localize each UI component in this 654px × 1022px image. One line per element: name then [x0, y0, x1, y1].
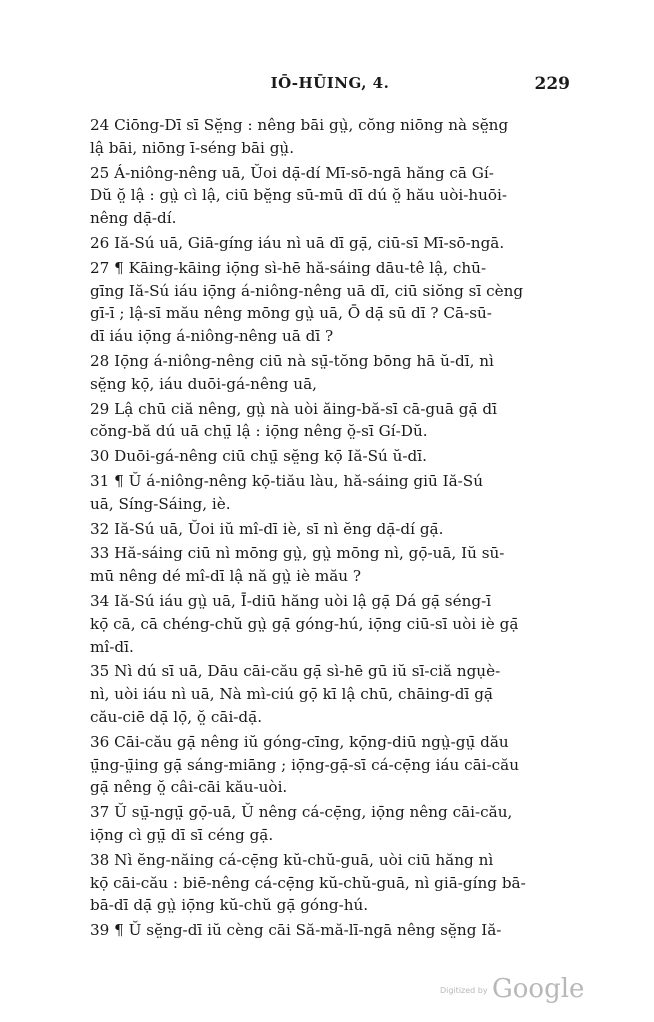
verse-paragraph	[90, 398, 562, 444]
verse-line: 38 Nì ĕng-năing cá-cẹ̄ng kŭ-chŭ-guā, uòi ciū hăng nì	[90, 850, 494, 869]
google-logo: Google	[492, 974, 585, 1004]
verse-line: 39 ¶ Ŭ sĕ̤ng-dī iŭ cèng cāi Să-mă-lī-ngā nêng sĕ̤ng Iă-	[90, 921, 502, 940]
verse-line: cău-ciē dạ̄ lọ̄, ŏ̤ cāi-dạ̄.	[90, 707, 263, 726]
verse-line: 27 ¶ Kāing-kāing iọ̄ng sì-hē hă-sáing dāu-tê lậ, chū-	[90, 258, 487, 277]
verse-paragraph	[90, 590, 562, 658]
verse-paragraph	[90, 518, 562, 541]
verse-paragraph	[90, 350, 562, 396]
verse-line: 28 Iọ̄ng á-niông-nêng ciū nà sṳ̄-tŏng bōng hā ŭ-dī, nì	[90, 351, 494, 370]
digitized-by-label: Digitized by	[440, 986, 488, 995]
verse-line: gạ̄ nêng ŏ̤ câi-cāi kău-uòi.	[90, 778, 288, 797]
verse-line: mū nêng dé mî-dī lậ nă gṳ̀ iè mău ?	[90, 567, 362, 586]
verse-paragraph	[90, 801, 562, 847]
verse-line: uā, Síng-Sáing, iè.	[90, 494, 231, 513]
page-title: IŌ-HŪING, 4.	[270, 74, 390, 92]
verse-paragraph	[90, 257, 562, 348]
verse-paragraph	[90, 660, 562, 728]
google-watermark	[440, 974, 585, 1006]
verse-paragraph	[90, 542, 562, 588]
verse-paragraph	[90, 445, 562, 468]
verse-line: 36 Cāi-cău gạ̄ nêng iŭ góng-cīng, kọ̄ng-diū ngṳ̀-gṳ̄ dău	[90, 732, 509, 751]
verse-line: ṳ̄ng-ṳ̄ing gạ̄ sáng-miāng ; iọ̄ng-gạ̄-sī cá-cẹ̄ng iáu cāi-cău	[90, 755, 520, 774]
verse-line: 34 Iă-Sú iáu gṳ̀ uā, Ī-diū hăng uòi lậ gạ̄ Dá gạ̄ séng-ī	[90, 591, 492, 610]
verse-line: sĕ̤ng kọ̄, iáu duōi-gá-nêng uā,	[90, 374, 317, 393]
verse-paragraph	[90, 232, 562, 255]
verse-line: 24 Ciōng-Dī sī Sĕ̤ng : nêng bāi gṳ̀, cŏng niōng nà sĕ̤ng	[90, 116, 509, 134]
verse-line: kọ̄ cāi-cău : biē-nêng cá-cẹ̄ng kŭ-chŭ-guā, nì giā-gíng bā-	[90, 873, 526, 892]
verse-paragraph	[90, 849, 562, 917]
verse-line: 25 Á-niông-nêng uā, Ŭoi dạ̄-dí Mī-sō-ngā hăng cā Gí-	[90, 163, 494, 182]
verse-line: 32 Iă-Sú uā, Ŭoi iŭ mî-dī iè, sī nì ĕng dạ̄-dí gạ̄.	[90, 519, 444, 538]
verse-line: 29 Lậ chū ciă nêng, gṳ̀ nà uòi ăing-bă-sī cā-guā gạ̄ dī	[90, 399, 497, 418]
verse-line: 30 Duōi-gá-nêng ciū chṳ̄ sĕ̤ng kọ̄ Iă-Sú ŭ-dī.	[90, 447, 427, 466]
verse-line: dī iáu iọ̄ng á-niông-nêng uā dī ?	[90, 327, 334, 346]
running-head	[90, 74, 570, 98]
verse-line: gī-ī ; lậ-sī mău nêng mōng gṳ̀ uā, Ō dạ̄ sū dī ? Cā-sū-	[90, 304, 492, 323]
verse-line: gīng Iă-Sú iáu iọ̄ng á-niông-nêng uā dī, ciū siŏng sī cèng	[90, 281, 524, 300]
verse-line: iọ̄ng cì gṳ̄ dī sī céng gạ̄.	[90, 825, 274, 844]
verse-line: kọ̄ cā, cā chéng-chŭ gṳ̀ gạ̄ góng-hú, iọ̄ng ciū-sī uòi iè gạ̄	[90, 614, 519, 633]
verse-line: 33 Hă-sáing ciū nì mōng gṳ̀, gṳ̀ mōng nì, gọ̄-uā, Iŭ sū-	[90, 544, 505, 563]
verse-line: bā-dī dạ̄ gṳ̀ iọ̄ng kŭ-chŭ gạ̄ góng-hú.	[90, 896, 369, 915]
verse-line: 26 Iă-Sú uā, Giā-gíng iáu nì uā dī gạ̄, ciū-sī Mī-sō-ngā.	[90, 233, 505, 252]
verse-paragraph	[90, 470, 562, 516]
verse-paragraph	[90, 919, 562, 942]
verse-line: lậ bāi, niōng ī-séng bāi gṳ̀.	[90, 138, 295, 157]
verse-line: 35 Nì dú sī uā, Dāu cāi-cău gạ̄ sì-hē gū iŭ sī-ciă ngụè-	[90, 662, 501, 681]
verse-line: mî-dī.	[90, 637, 134, 656]
verse-line: 31 ¶ Ŭ á-niông-nêng kọ̄-tiău làu, hă-sáing giū Iă-Sú	[90, 471, 483, 490]
verse-line: Dŭ ŏ̤ lậ : gṳ̀ cì lậ, ciū bĕ̤ng sū-mū dī dú ŏ̤ hău uòi-huōi-	[90, 186, 508, 205]
verse-paragraph	[90, 114, 562, 160]
verse-paragraph	[90, 731, 562, 799]
verse-line: cŏng-bă dú uā chṳ̄ lậ : iọ̄ng nêng ŏ̤-sī Gí-Dŭ.	[90, 422, 428, 441]
verse-paragraph	[90, 162, 562, 230]
chapter-text	[90, 114, 562, 944]
verse-line: 37 Ŭ sṳ̄-ngṳ̄ gọ̄-uā, Ŭ nêng cá-cẹ̄ng, iọ̄ng nêng cāi-cău,	[90, 803, 513, 822]
page-number: 229	[534, 74, 570, 94]
verse-line: nêng dạ̄-dí.	[90, 209, 177, 228]
verse-line: nì, uòi iáu nì uā, Nà mì-ciú gọ̄ kī lậ chū, chāing-dī gạ̄	[90, 685, 493, 704]
